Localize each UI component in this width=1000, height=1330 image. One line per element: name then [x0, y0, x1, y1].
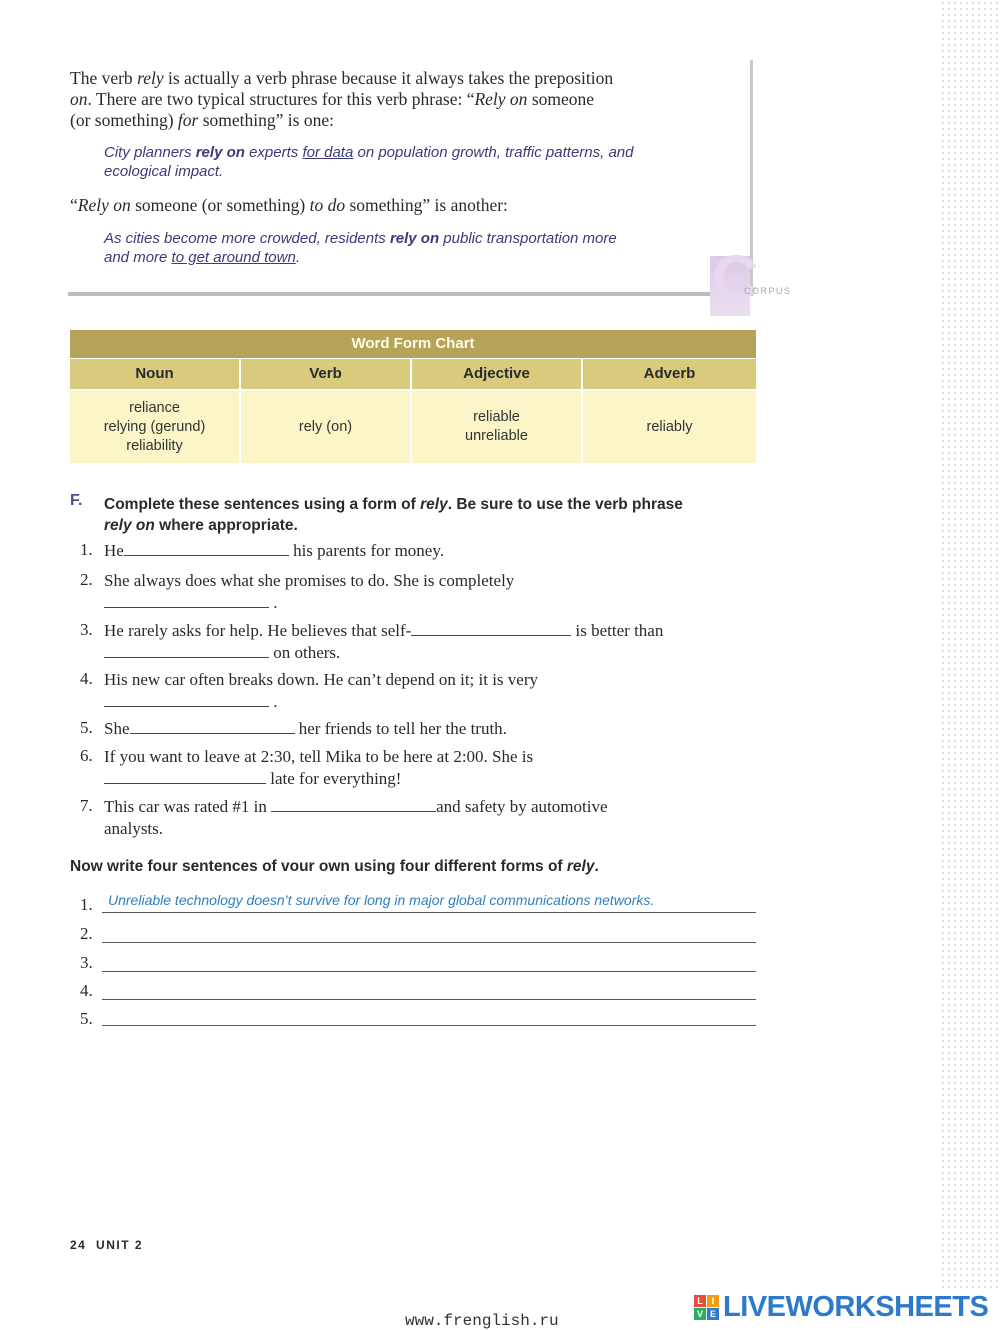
item-number: 1.: [80, 540, 93, 559]
item-number: 3.: [80, 620, 93, 639]
answer-blank[interactable]: [104, 692, 269, 707]
answer-blank[interactable]: [124, 541, 289, 556]
exercise-item-3: He rarely asks for help. He believes that self- is better than on others.: [104, 621, 664, 662]
writing-line-4[interactable]: [102, 999, 756, 1000]
exercise-item-5: She her friends to tell her the truth.: [104, 719, 507, 738]
filled-answer-1[interactable]: Unreliable technology doesn’t survive for long in major global communications networks.: [108, 892, 655, 908]
line-number: 2.: [80, 924, 93, 943]
item-number: 5.: [80, 718, 93, 737]
dotted-margin: [940, 0, 1000, 1290]
answer-blank[interactable]: [104, 643, 269, 658]
cell-adjective: reliable unreliable: [412, 391, 581, 463]
header-adverb: Adverb: [583, 359, 756, 389]
item-number: 4.: [80, 669, 93, 688]
header-adjective: Adjective: [412, 359, 581, 389]
answer-blank[interactable]: [411, 621, 571, 636]
writing-line-1[interactable]: [102, 912, 756, 913]
corpus-c-icon: C: [712, 242, 759, 314]
line-number: 4.: [80, 981, 93, 1000]
writing-line-3[interactable]: [102, 971, 756, 972]
header-verb: Verb: [241, 359, 410, 389]
cell-noun: reliance relying (gerund) reliability: [70, 391, 239, 463]
cell-verb: rely (on): [241, 391, 410, 463]
example-sentence-1: City planners rely on experts for data on population growth, traffic patterns, and ecological impact.: [104, 144, 634, 180]
answer-blank[interactable]: [104, 769, 266, 784]
own-sentences-instructions: Now write four sentences of vour own using four different forms of rely.: [70, 858, 599, 875]
second-structure-line: “Rely on someone (or something) to do something” is another:: [70, 195, 508, 215]
writing-line-5[interactable]: [102, 1025, 756, 1026]
header-noun: Noun: [70, 359, 239, 389]
item-number: 7.: [80, 796, 93, 815]
line-number: 1.: [80, 895, 93, 914]
site-url[interactable]: www.frenglish.ru: [405, 1312, 559, 1330]
word-form-chart-title: Word Form Chart: [70, 330, 756, 358]
example-sentence-2: As cities become more crowded, residents rely on public transportation more and more to get around town.: [104, 230, 617, 266]
exercise-instructions: Complete these sentences using a form of rely. Be sure to use the verb phrase rely on where appropriate.: [104, 496, 683, 534]
exercise-item-1: He his parents for money.: [104, 541, 444, 560]
intro-paragraph: The verb rely is actually a verb phrase because it always takes the preposition on. There are two typical structures for this verb phrase: “Rely on someone (or something) for something” is one:: [70, 68, 614, 130]
liveworksheets-wordmark: LIVEWORKSHEETS: [723, 1291, 989, 1323]
page-footer: 24 UNIT 2: [70, 1238, 144, 1252]
liveworksheets-logo[interactable]: [694, 1291, 988, 1324]
answer-blank[interactable]: [271, 797, 436, 812]
exercise-item-7: This car was rated #1 in and safety by automotive analysts.: [104, 797, 608, 838]
exercise-item-2: She always does what she promises to do. She is completely .: [104, 571, 515, 612]
exercise-item-6: If you want to leave at 2:30, tell Mika to be here at 2:00. She is late for everything!: [104, 747, 534, 788]
answer-blank[interactable]: [130, 719, 295, 734]
line-number: 3.: [80, 953, 93, 972]
answer-blank[interactable]: [104, 593, 269, 608]
exercise-item-4: His new car often breaks down. He can’t depend on it; it is very .: [104, 670, 539, 711]
corpus-label: CORPUS: [744, 286, 792, 296]
liveworksheets-icon: L I V E: [694, 1295, 719, 1320]
line-number: 5.: [80, 1009, 93, 1028]
cell-adverb: reliably: [583, 391, 756, 463]
item-number: 6.: [80, 746, 93, 765]
exercise-letter: F.: [70, 492, 83, 509]
writing-line-2[interactable]: [102, 942, 756, 943]
item-number: 2.: [80, 570, 93, 589]
